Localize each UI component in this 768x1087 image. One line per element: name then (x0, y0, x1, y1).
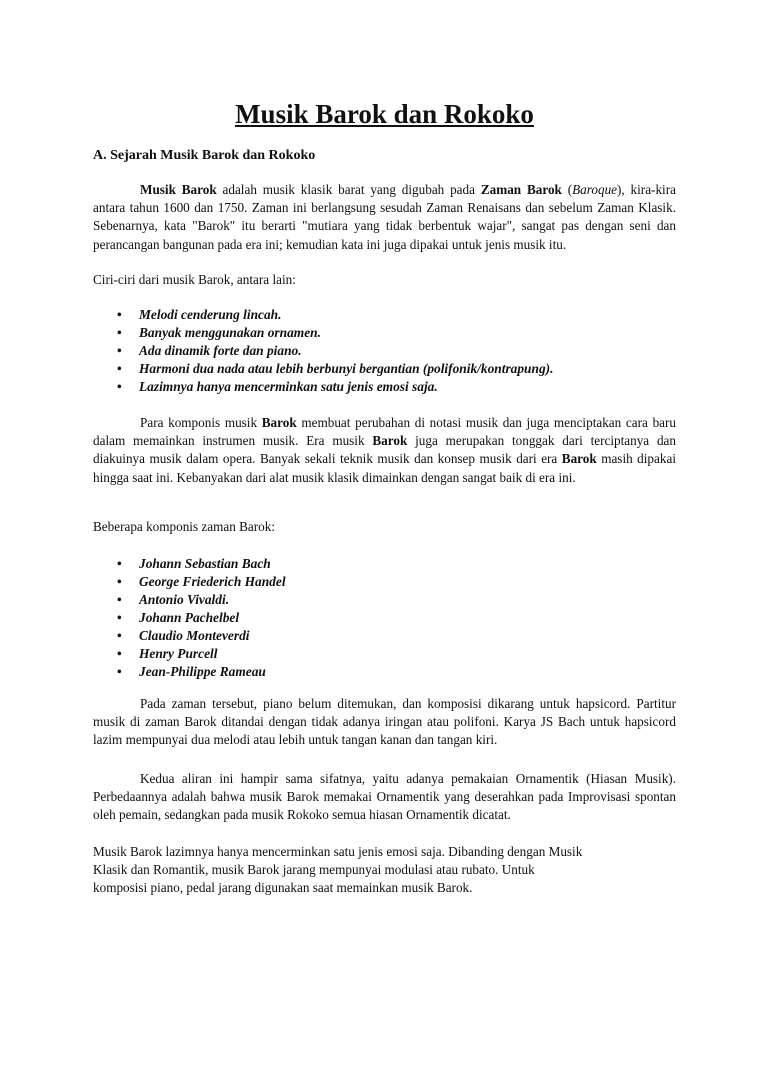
list-item: • Johann Pachelbel (117, 610, 240, 625)
characteristics-label: Ciri-ciri dari musik Barok, antara lain: (93, 272, 296, 287)
closing-line-3: komposisi piano, pedal jarang digunakan saat memainkan musik Barok. (93, 880, 473, 895)
list-item: • Jean-Philippe Rameau (117, 664, 266, 679)
bullet-icon: • (117, 610, 122, 625)
composer-paragraph: Para komponis musik Barok membuat perubahan di notasi musik dan juga menciptakan cara baru dalam memainkan instrumen musik. Era musik Barok juga merupakan tonggak dari terciptanya dan diakuinya musik dalam opera. Banyak sekali teknik musik dan konsep musik dari era Barok masih dipakai hingga saat ini. Kebanyakan dari alat musik klasik dimainkan dengan sangat baik di era ini. (93, 415, 676, 485)
bullet-icon: • (117, 325, 122, 340)
intro-term-musik-barok: Musik Barok (140, 182, 217, 197)
list-item: • Harmoni dua nada atau lebih berbunyi bergantian (polifonik/kontrapung). (117, 361, 554, 376)
list-item: • Banyak menggunakan ornamen. (117, 325, 321, 340)
bullet-icon: • (117, 343, 122, 358)
ornament-paragraph: Kedua aliran ini hampir sama sifatnya, yaitu adanya pemakaian Ornamentik (Hiasan Musik). Perbedaannya adalah bahwa musik Barok memakai Ornamentik yang deserahkan pada Improvisasi spontan oleh pemain, sedangkan pada musik Rokoko semua hiasan Ornamentik dicatat. (93, 771, 676, 823)
bullet-icon: • (117, 307, 122, 322)
list-item: • Antonio Vivaldi. (117, 592, 230, 607)
section-heading: A. Sejarah Musik Barok dan Rokoko (93, 148, 316, 163)
list-item: • Melodi cenderung lincah. (117, 307, 282, 322)
bullet-icon: • (117, 556, 122, 571)
bullet-icon: • (117, 574, 122, 589)
intro-text-3: ), kira-kira antara tahun 1600 dan 1750. Zaman ini berlangsung sesudah Zaman Renaisans dan sebelum Zaman Klasik. Sebenarnya, kata "Barok" itu berarti "mutiara yang tidak berbentuk wajar", sangat pas dengan seni dan perancangan bangunan pada era ini; kemudian kata ini juga dipakai untuk jenis musik itu. (93, 182, 676, 252)
intro-term-zaman-barok: Zaman Barok (480, 182, 562, 197)
bullet-icon: • (117, 592, 122, 607)
characteristics-list (93, 306, 553, 396)
intro-text-1: adalah musik klasik barat yang digubah pada (216, 182, 481, 197)
composers-label: Beberapa komponis zaman Barok: (93, 519, 276, 534)
bullet-icon: • (117, 664, 122, 679)
list-item: • Johann Sebastian Bach (117, 556, 271, 571)
closing-line-1: Musik Barok lazimnya hanya mencerminkan satu jenis emosi saja. Dibanding dengan Musik (93, 844, 583, 859)
intro-term-baroque: Baroque (572, 182, 618, 197)
list-item: • Henry Purcell (117, 646, 218, 661)
intro-paragraph (93, 181, 676, 254)
piano-paragraph: Pada zaman tersebut, piano belum ditemukan, dan komposisi dikarang untuk hapsicord. Partitur musik di zaman Barok ditandai dengan tidak adanya iringan atau polifoni. Karya JS Bach untuk hapsicord lazim mempunyai dua melodi atau lebih untuk tangan kanan dan tangan kiri. (93, 696, 676, 748)
list-item: • Lazimnya hanya mencerminkan satu jenis emosi saja. (117, 379, 438, 394)
bullet-icon: • (117, 361, 122, 376)
page-title: Musik Barok dan Rokoko (235, 99, 534, 129)
intro-text-2: ( (561, 182, 573, 197)
closing-line-2: Klasik dan Romantik, musik Barok jarang mempunyai modulasi atau rubato. Untuk (93, 862, 535, 877)
bullet-icon: • (117, 646, 122, 661)
list-item: • Ada dinamik forte dan piano. (117, 343, 302, 358)
bullet-icon: • (117, 628, 122, 643)
bullet-icon: • (117, 379, 122, 394)
list-item: • George Friederich Handel (117, 574, 286, 589)
list-item: • Claudio Monteverdi (117, 628, 250, 643)
composers-list (93, 555, 286, 681)
